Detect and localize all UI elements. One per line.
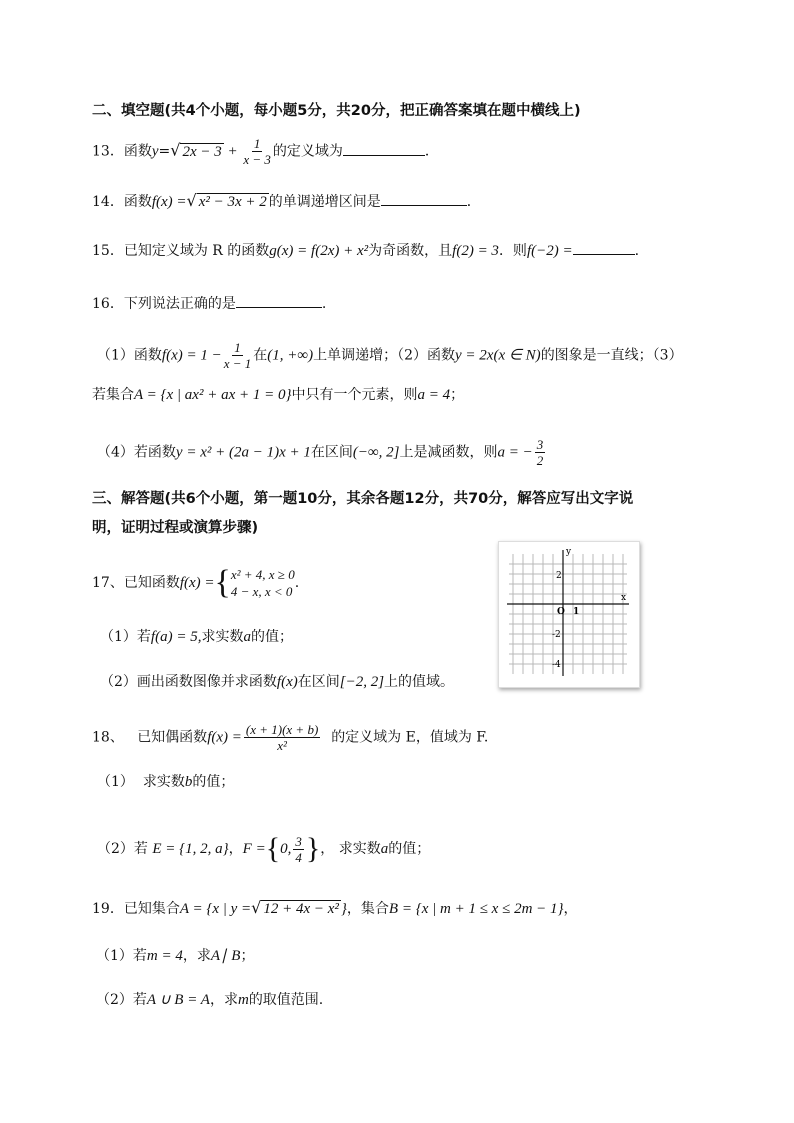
q13-sqrt-body: 2x − 3 (182, 143, 222, 160)
question-18 (92, 722, 488, 753)
q19-number: 19． (92, 901, 124, 917)
q18-part2-E: E = {1, 2, a} (152, 841, 229, 857)
q17-coordinate-grid (498, 541, 640, 688)
q15-expr: g(x) = f(2x) + x² (269, 243, 369, 259)
q19-part2-expr: A ∪ B = A (146, 992, 210, 1008)
q14-post: 的单调递增区间是 (268, 194, 381, 210)
q19-end: ， (563, 901, 578, 917)
q15-answer-blank[interactable] (573, 242, 635, 255)
q16-item1-frac-den: x − 1 (223, 356, 252, 371)
q19-part2-mid: ，求 (209, 992, 238, 1008)
q16-item4-post: 上是减函数，则 (399, 444, 498, 461)
q17-part2-fx: f(x) (276, 674, 298, 690)
question-16 (92, 294, 326, 314)
grid-lines (509, 554, 627, 674)
q13-frac-den: x − 3 (243, 152, 271, 167)
x-axis-label: x (621, 593, 627, 603)
q14-fx: f(x) = (151, 194, 187, 210)
q16-item4-interval: (−∞, 2] (352, 444, 400, 461)
q16-item3-value: a = 4 (417, 387, 451, 403)
q17-prefix: 已知函数 (123, 575, 180, 591)
q18-part1-end: 的值； (192, 774, 235, 790)
q16-end: . (321, 296, 327, 312)
q17-part-2 (100, 672, 454, 692)
sqrt-symbol: √ (251, 898, 262, 917)
q16-item3-set: A = {x | ax² + ax + 1 = 0} (134, 387, 292, 403)
q19-part-1 (96, 946, 254, 966)
q16-prefix: 下列说法正确的是 (123, 296, 236, 312)
q19-part-2 (96, 990, 323, 1010)
q18-right-brace: } (305, 832, 321, 865)
q15-ask: f(−2) = (526, 243, 573, 259)
q18-part2-post: ， 求实数 (320, 841, 381, 857)
section-3-heading-line-1: 三、解答题(共6个小题，第一题10分，其余各题12分，共70分，解答应写出文字说 (92, 491, 634, 507)
q19-setA-prefix: A = {x | y = (179, 901, 252, 917)
q19-prefix: 已知集合 (123, 901, 180, 917)
q18-left-brace: { (265, 832, 281, 865)
q17-piecewise (231, 566, 295, 600)
question-17 (92, 566, 299, 600)
question-14 (92, 191, 481, 212)
q16-statement-1-2 (97, 340, 683, 371)
section-3-heading-line-2: 明，证明过程或演算步骤) (92, 520, 259, 536)
q17-part1-text: 若 (136, 629, 151, 645)
q18-prefix: 已知偶函数 (137, 729, 208, 746)
question-19 (92, 898, 578, 919)
y-tick-label-2: 2 (556, 571, 562, 581)
q18-part2-F-zero: 0, (280, 841, 292, 857)
q18-frac-num: (x + 1)(x + b) (245, 722, 319, 737)
q15-number: 15． (92, 243, 124, 259)
q18-fx: f(x) = (207, 729, 242, 746)
q13-post: 的定义域为 (272, 143, 343, 160)
q15-mid2: ．则 (498, 243, 527, 259)
q18-part1-label: （1） (97, 774, 134, 790)
q19-part2-var: m (237, 992, 249, 1008)
q17-part1-expr: f(a) = 5, (150, 629, 202, 645)
section-2-heading: 二、填空题(共4个小题，每小题5分，共20分，把正确答案填在题中横线上) (92, 103, 581, 119)
q16-answer-blank[interactable] (236, 295, 322, 308)
q19-part1-ask: A∣ B (210, 948, 241, 964)
q14-answer-blank[interactable] (381, 193, 467, 206)
q19-setB: B = {x | m + 1 ≤ x ≤ 2m − 1} (388, 901, 564, 917)
q13-prefix: 函数 (123, 143, 152, 160)
q15-mid: 为奇函数，且 (368, 243, 453, 259)
q19-part1-label: （1）若 (96, 948, 147, 964)
q16-statement-4 (97, 437, 547, 468)
q17-part2-interval: [−2, 2] (339, 674, 385, 690)
q19-part2-label: （2）若 (96, 992, 147, 1008)
q17-number: 17、 (92, 575, 124, 591)
sqrt-symbol: √ (170, 140, 181, 160)
q19-part1-mid: ，求 (182, 948, 211, 964)
q14-number: 14． (92, 194, 124, 210)
q16-item3-post: 中只有一个元素，则 (291, 387, 418, 403)
q18-part-2 (97, 832, 430, 866)
q18-part2-label: （2）若 (97, 841, 148, 857)
q17-part-1 (100, 627, 293, 647)
q18-part2-frac-num: 3 (295, 833, 302, 849)
q16-item1-fx: f(x) = 1 − (161, 347, 222, 364)
q18-part2-F-prefix: F = (242, 841, 266, 857)
y-axis-label: y (566, 547, 572, 557)
y-tick-label-neg2: -2 (552, 630, 561, 640)
q16-item1-interval: (1, +∞) (267, 347, 314, 364)
q17-part2-label: （2） (100, 674, 137, 690)
q17-fx: f(x) = (179, 575, 215, 591)
q19-mid: ，集合 (346, 901, 389, 917)
q16-item1-post: 在 (253, 347, 268, 364)
q18-part2-comma: ， (228, 841, 243, 857)
question-13 (92, 136, 439, 167)
q17-part2-post: 上的值域。 (384, 674, 455, 690)
q19-part2-end: 的取值范围. (248, 992, 324, 1008)
q19-setA-end: } (340, 901, 347, 917)
question-15 (92, 241, 639, 261)
q18-part2-var: a (380, 841, 389, 857)
q14-end: ． (466, 194, 481, 210)
q13-fraction (243, 136, 271, 167)
q16-item4-frac-num: 3 (536, 437, 544, 452)
q15-cond: f(2) = 3 (452, 243, 499, 259)
q16-item4-a: a = − (497, 444, 533, 461)
q14-sqrt-body: x² − 3x + 2 (198, 194, 267, 210)
q17-part1-var: a (243, 629, 251, 645)
q16-item4-frac-den: 2 (536, 453, 544, 468)
q17-part1-post: 求实数 (201, 629, 244, 645)
q17-part2-mid: 在区间 (297, 674, 340, 690)
q13-plus: + (223, 143, 242, 160)
q16-item3-end: ； (450, 387, 465, 403)
q13-end: ． (424, 143, 439, 160)
q13-number: 13． (92, 143, 124, 160)
q17-part1-label: （1） (100, 629, 137, 645)
q18-part2-end: 的值； (388, 841, 431, 857)
q16-item2-expr: y = 2x(x ∈ N) (455, 347, 541, 364)
q16-item1-prefix: （1）函数 (97, 347, 162, 364)
q19-setA-sqrt: 12 + 4x − x² (263, 901, 339, 917)
sqrt-symbol: √ (186, 191, 197, 210)
q19-part1-end: ； (240, 948, 255, 964)
x-tick-label-1: 1 (573, 607, 580, 617)
q16-item4-fraction (535, 437, 546, 468)
q18-part1-text: 求实数 (142, 774, 185, 790)
grid-svg (499, 542, 639, 687)
q17-part1-end: 的值； (250, 629, 293, 645)
q17-part2-text: 画出函数图像并求函数 (136, 674, 277, 690)
q17-case-2: 4 − x, x < 0 (230, 584, 293, 599)
q13-answer-blank[interactable] (343, 143, 425, 156)
q16-item2-post: 的图象是一直线；（3） (540, 347, 683, 364)
q18-part2-frac-den: 4 (295, 849, 302, 865)
q17-end: . (294, 575, 300, 591)
q15-end: . (634, 243, 640, 259)
q16-number: 16． (92, 296, 124, 312)
q18-part1-var: b (184, 774, 193, 790)
q13-y: y (151, 143, 159, 160)
q16-item1-post2: 上单调递增；（2）函数 (313, 347, 456, 364)
q18-number: 18、 (92, 729, 124, 746)
y-tick-label-neg4: -4 (552, 660, 561, 670)
q18-frac-den: x² (277, 738, 287, 753)
q16-item4-expr: y = x² + (2a − 1)x + 1 (175, 444, 311, 461)
origin-label: O (557, 607, 565, 617)
q18-part-1 (97, 772, 234, 792)
q19-part1-expr: m = 4 (146, 948, 183, 964)
q16-item3-prefix: 若集合 (92, 387, 134, 403)
q18-part2-fraction (293, 834, 304, 865)
q16-item1-frac-num: 1 (234, 340, 241, 355)
q16-item1-fraction (224, 340, 252, 371)
q18-fraction (244, 722, 320, 753)
q14-prefix: 函数 (123, 194, 152, 210)
q16-statement-3 (92, 385, 464, 405)
q16-item4-prefix: （4）若函数 (97, 444, 176, 461)
q13-eq: = (158, 143, 171, 160)
q16-item4-mid: 在区间 (310, 444, 353, 461)
q18-post: 的定义域为 E，值域为 F. (331, 729, 489, 746)
q17-case-1: x² + 4, x ≥ 0 (230, 567, 295, 582)
q17-brace: { (214, 564, 231, 601)
q13-frac-num: 1 (253, 136, 261, 151)
q15-prefix: 已知定义域为 R 的函数 (123, 243, 270, 259)
